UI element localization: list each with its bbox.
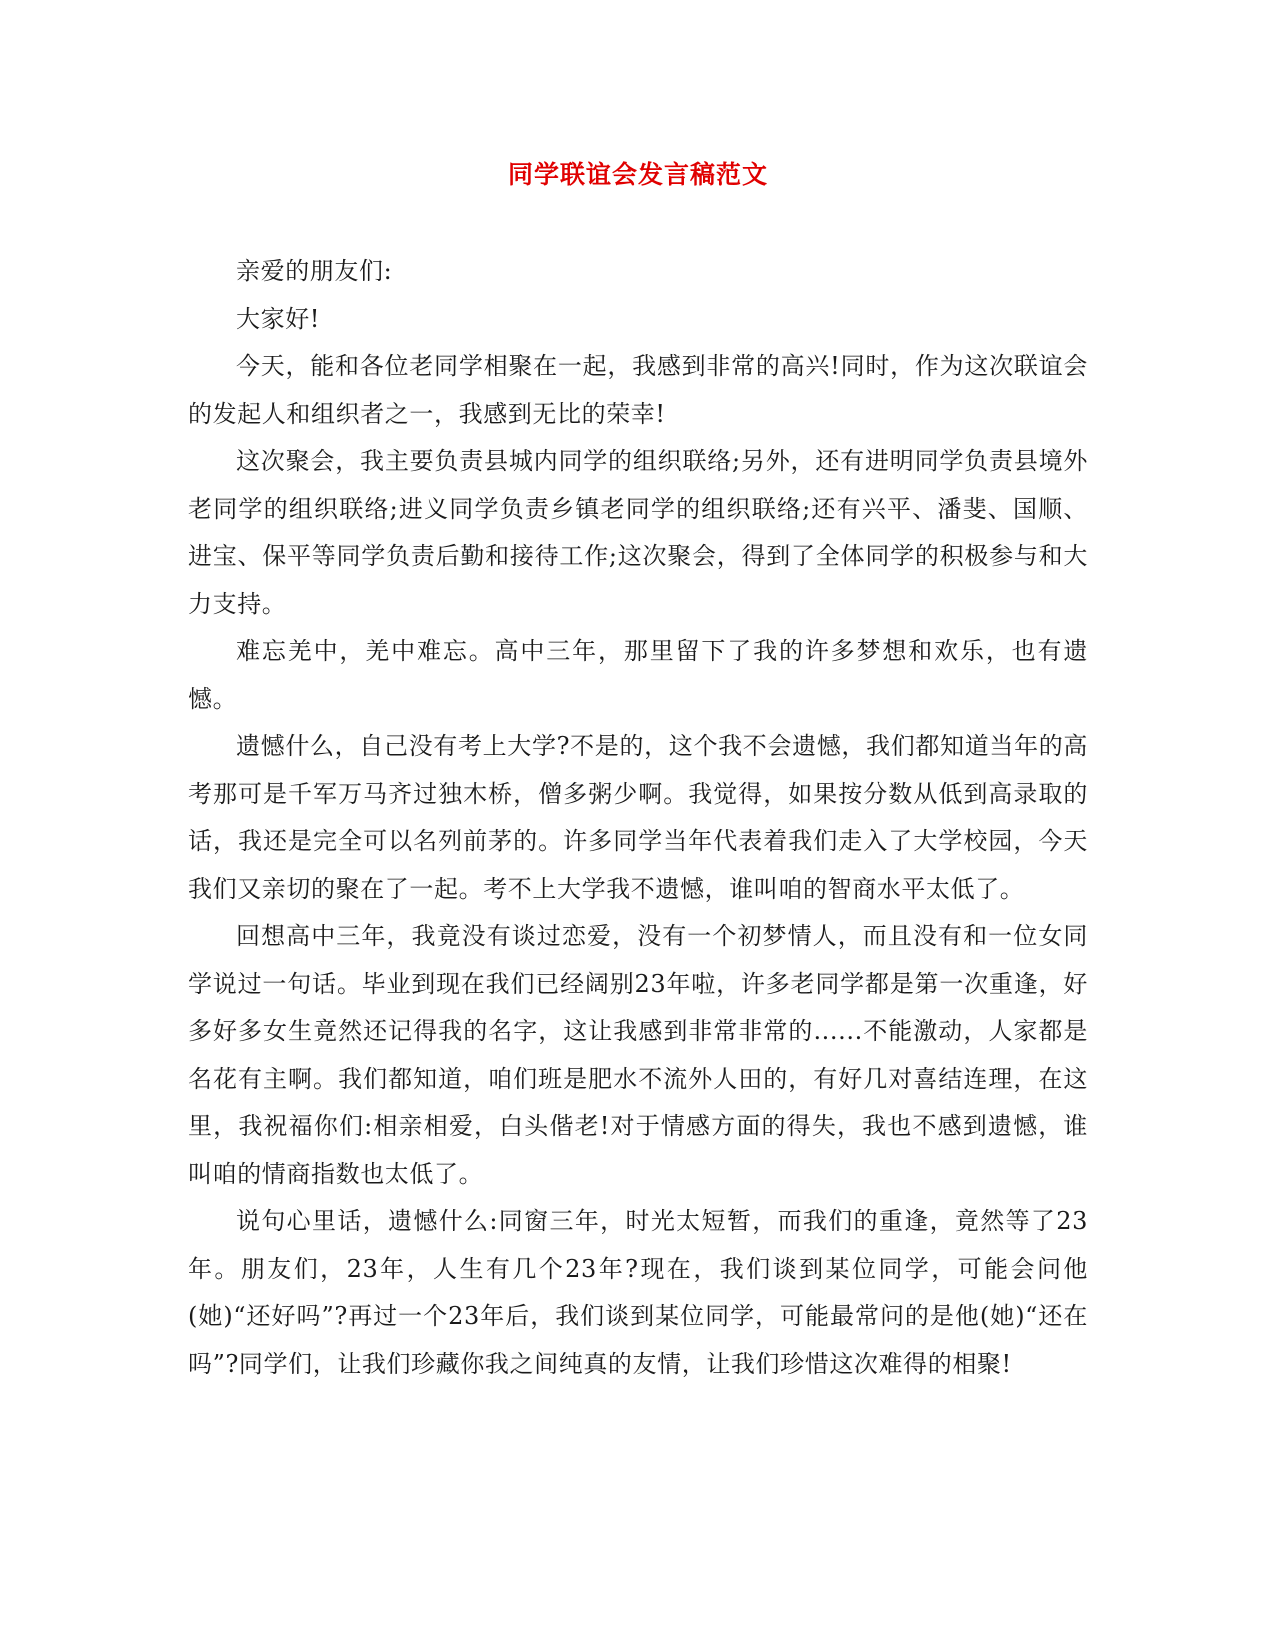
paragraph-closing: 说句心里话，遗憾什么:同窗三年，时光太短暂，而我们的重逢，竟然等了23年。朋友们，23年，人生有几个23年?现在，我们谈到某位同学，可能会问他(她)“还好吗”?再过一个23年后，我们谈到某位同学，可能最常问的是他(她)“还在吗”?同学们，让我们珍藏你我之间纯真的友情，让我们珍惜这次难得的相聚! <box>188 1207 1088 1378</box>
paragraph-intro: 今天，能和各位老同学相聚在一起，我感到非常的高兴!同时，作为这次联谊会的发起人和组织者之一，我感到无比的荣幸! <box>188 352 1088 428</box>
paragraph-greeting: 亲爱的朋友们: <box>236 257 393 285</box>
paragraph-organization: 这次聚会，我主要负责县城内同学的组织联络;另外，还有进明同学负责县境外老同学的组织联络;进义同学负责乡镇老同学的组织联络;还有兴平、潘斐、国顺、进宝、保平等同学负责后勤和接待工作;这次聚会，得到了全体同学的积极参与和大力支持。 <box>188 447 1088 618</box>
document-title: 同学联谊会发言稿范文 <box>507 160 768 189</box>
paragraph-hello: 大家好! <box>236 304 321 333</box>
paragraph-college: 遗憾什么，自己没有考上大学?不是的，这个我不会遗憾，我们都知道当年的高考那可是千军万马齐过独木桥，僧多粥少啊。我觉得，如果按分数从低到高录取的话，我还是完全可以名列前茅的。许多同学当年代表着我们走入了大学校园，今天我们又亲切的聚在了一起。考不上大学我不遗憾，谁叫咱的智商水平太低了。 <box>188 732 1088 903</box>
paragraph-romance: 回想高中三年，我竟没有谈过恋爱，没有一个初梦情人，而且没有和一位女同学说过一句话。毕业到现在我们已经阔别23年啦，许多老同学都是第一次重逢，好多好多女生竟然还记得我的名字，这让我感到非常非常的......不能激动，人家都是名花有主啊。我们都知道，咱们班是肥水不流外人田的，有好几对喜结连理，在这里，我祝福你们:相亲相爱，白头偕老!对于情感方面的得失，我也不感到遗憾，谁叫咱的情商指数也太低了。 <box>188 922 1088 1188</box>
document-page <box>188 160 1088 1388</box>
paragraph-memories: 难忘羌中，羌中难忘。高中三年，那里留下了我的许多梦想和欢乐，也有遗憾。 <box>188 637 1088 713</box>
document-body <box>188 248 1088 1388</box>
